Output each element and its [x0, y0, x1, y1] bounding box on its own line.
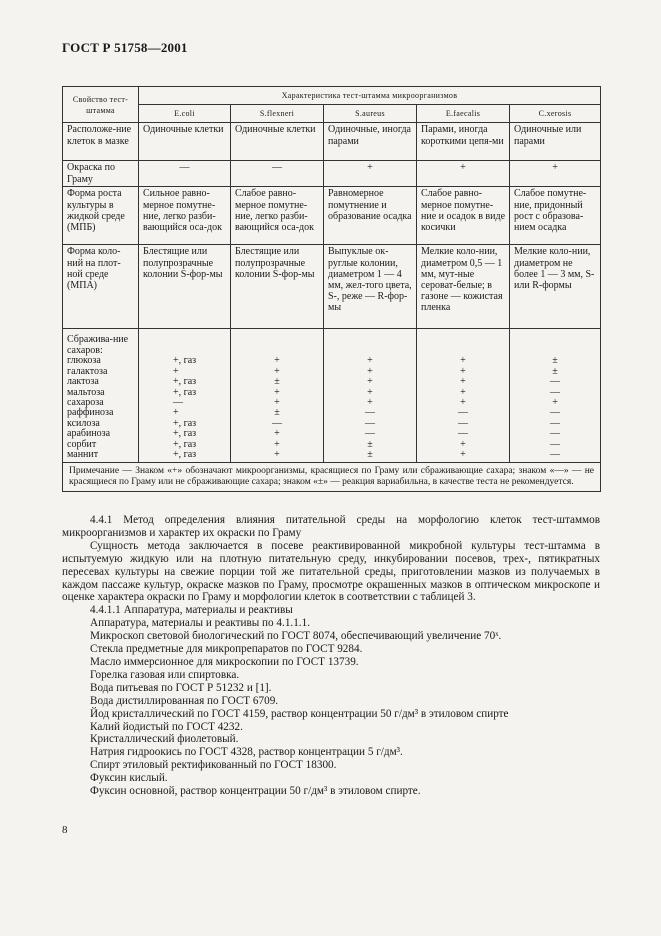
sugar-value: +	[173, 365, 179, 377]
sugar-value: ±	[274, 376, 280, 388]
list-item: Вода дистиллированная по ГОСТ 6709.	[90, 694, 279, 707]
table-note: Примечание — Знаком «+» обозначают микроорганизмы, красящиеся по Граму или сбраживающие сахара; знаком «—» — не красящиеся по Граму или не сбраживающие сахара; знаком «±» — реакция вариабильна, в качестве теста не рекомендуется.	[63, 463, 601, 492]
sugar-value: —	[458, 417, 468, 429]
section-heading: 4.4.1 Метод определения влияния питательной среды на морфологию клеток тест-штаммов микроорганизмов и характер их окраски по Граму	[62, 514, 600, 539]
paragraph: Сущность метода заключается в посеве реактивированной микробной культуры тест-штамма в испытуемую жидкую или на плотную питательную среду, инкубировании посевов, трех-, пятикратных пересевах культуры на свежие порции той же питательной среды, приготовлении мазков из получаемых в каждом пассаже культур, окраске мазков по Граму, просмотре окрашенных мазков в оптическом микроскопе и оценке характера окраски по Граму и морфологии клеток в соответствии с таблицей 3.	[62, 539, 600, 604]
table-row	[63, 161, 601, 187]
page-header: ГОСТ Р 51758—2001	[62, 40, 188, 55]
sugar-name: ксилоза	[67, 417, 100, 429]
sugar-value: +, газ	[173, 438, 197, 450]
sugar-value: —	[550, 438, 560, 450]
table-row	[63, 245, 601, 329]
sugar-value: +	[274, 386, 280, 398]
page-number: 8	[62, 824, 68, 836]
sugar-value: —	[550, 386, 560, 398]
strain-group-header: Характеристика тест-штамма микроорганизмов	[139, 87, 601, 105]
strain-header: E.coli	[139, 105, 231, 123]
sugar-value: +	[460, 396, 466, 408]
list-item: Горелка газовая или спиртовка.	[90, 668, 240, 681]
sugar-value: +	[274, 428, 280, 440]
list-item: Калий йодистый по ГОСТ 4232.	[90, 720, 243, 733]
sugar-value: —	[365, 428, 375, 440]
sugar-values-sflexneri	[231, 329, 324, 463]
sugar-value: +	[274, 448, 280, 460]
sugar-name: сахароза	[67, 396, 104, 408]
sugar-value: —	[550, 376, 560, 388]
strain-header: C.xerosis	[510, 105, 601, 123]
sugar-value: —	[365, 407, 375, 419]
table-row	[63, 123, 601, 161]
list-item: Масло иммерсионное для микроскопии по ГОСТ 13739.	[90, 655, 359, 668]
sugar-value: +	[367, 386, 373, 398]
sugar-value: —	[550, 448, 560, 460]
sugar-value: +	[274, 365, 280, 377]
sugar-value: +	[367, 376, 373, 388]
sugar-name-list	[67, 356, 134, 460]
sugar-value: +	[460, 365, 466, 377]
sugar-value: ±	[367, 438, 373, 450]
list-item: Стекла предметные для микропрепаратов по ГОСТ 9284.	[90, 643, 363, 656]
sugar-values-saureus	[324, 329, 417, 463]
table-cell: Слабое равно-мерное помутне-ние, легко разби-вающийся оса-док	[231, 187, 324, 245]
list-item: Аппаратура, материалы и реактивы по 4.1.1.1.	[90, 617, 310, 630]
table-cell: Одиночные или парами	[510, 123, 601, 161]
table-cell: Сильное равно-мерное помутне-ние, легко разби-вающийся оса-док	[139, 187, 231, 245]
table-cell: Равномерное помутнение и образование осадка	[324, 187, 417, 245]
sugar-value: ±	[274, 407, 280, 419]
sugar-name: галактоза	[67, 365, 108, 377]
row-label: Окраска по Граму	[63, 161, 139, 187]
sugars-title: Сбражива-ние сахаров:	[67, 334, 129, 357]
sugar-fermentation-label	[63, 329, 139, 463]
sugar-name: раффиноза	[67, 407, 114, 419]
table-row	[63, 187, 601, 245]
sugar-value: —	[458, 407, 468, 419]
sugar-value: +	[552, 396, 558, 408]
strain-header: S.aureus	[324, 105, 417, 123]
row-label: Форма коло-ний на плот-ной среде (МПА)	[63, 245, 139, 329]
sugar-value: —	[550, 417, 560, 429]
table-row	[63, 329, 601, 463]
list-item: Спирт этиловый ректификованный по ГОСТ 18300.	[90, 759, 337, 772]
sugar-value: +	[460, 438, 466, 450]
sugar-value: —	[550, 428, 560, 440]
table-cell: Мелкие коло-нии, диаметром 0,5 — 1 мм, мут-ные сероват-белые; в газоне — кожистая пленка	[417, 245, 510, 329]
sugar-name: глюкоза	[67, 355, 101, 367]
list-item: Фуксин основной, раствор концентрации 50 г/дм³ в этиловом спирте.	[90, 785, 421, 798]
sugar-name: мальтоза	[67, 386, 105, 398]
table-cell: +	[417, 161, 510, 187]
list-item: Натрия гидроокись по ГОСТ 4328, раствор концентрации 5 г/дм³.	[90, 746, 403, 759]
table-cell: Слабое равно-мерное помутне-ние и осадок в виде косички	[417, 187, 510, 245]
table-cell: Мелкие коло-нии, диаметром не более 1 — 3 мм, S- или R-формы	[510, 245, 601, 329]
sugar-value: —	[365, 417, 375, 429]
sugar-values-efaecalis	[417, 329, 510, 463]
sugar-values-cxerosis	[510, 329, 601, 463]
strain-characteristics-table	[62, 86, 601, 492]
sugar-value: +	[460, 376, 466, 388]
list-item: Микроскоп световой биологический по ГОСТ 8074, обеспечивающий увеличение 70ˣ.	[90, 630, 502, 643]
list-item: Кристаллический фиолетовый.	[90, 733, 239, 746]
sugar-value: +	[460, 448, 466, 460]
row-label: Расположе-ние клеток в мазке	[63, 123, 139, 161]
sugar-value: ±	[552, 355, 558, 367]
table-cell: Слабое помутне-ние, придонный рост с образова-нием осадка	[510, 187, 601, 245]
sugar-value: +	[460, 386, 466, 398]
list-item: Йод кристаллический по ГОСТ 4159, раствор концентрации 50 г/дм³ в этиловом спирте	[90, 707, 509, 720]
sugar-value: —	[458, 428, 468, 440]
row-label: Форма роста культуры в жидкой среде (МПБ)	[63, 187, 139, 245]
table-cell: Одиночные клетки	[139, 123, 231, 161]
sugar-values-ecoli	[139, 329, 231, 463]
sugar-value: +, газ	[173, 448, 197, 460]
sugar-name: арабиноза	[67, 428, 111, 440]
sugar-value: +	[460, 355, 466, 367]
table-cell: Выпуклые ок-руглые колонии, диаметром 1 — 4 мм, жел-того цвета, S-, реже — R-фор-мы	[324, 245, 417, 329]
strain-header: E.faecalis	[417, 105, 510, 123]
property-column-header: Свойство тест-штамма	[63, 87, 139, 123]
sugar-value: +, газ	[173, 417, 197, 429]
table-cell: —	[139, 161, 231, 187]
sugar-value: +, газ	[173, 355, 197, 367]
sugar-value: +, газ	[173, 428, 197, 440]
sugar-value: —	[272, 417, 282, 429]
list-item: Вода питьевая по ГОСТ Р 51232 и [1].	[90, 681, 272, 694]
sugar-value: +	[274, 438, 280, 450]
table-cell: +	[510, 161, 601, 187]
strain-header: S.flexneri	[231, 105, 324, 123]
sugar-value: —	[173, 396, 183, 408]
table-cell: —	[231, 161, 324, 187]
sugar-value: —	[550, 407, 560, 419]
sugar-value: +	[274, 396, 280, 408]
sugar-value: +, газ	[173, 376, 197, 388]
sugar-name: сорбит	[67, 438, 97, 450]
table-note-row	[63, 463, 601, 492]
sugar-value: ±	[552, 365, 558, 377]
table-cell: Блестящие или полупрозрачные колонии S-фор-мы	[139, 245, 231, 329]
table-cell: Блестящие или полупрозрачные колонии S-фор-мы	[231, 245, 324, 329]
sugar-value: +, газ	[173, 386, 197, 398]
list-item: Фуксин кислый.	[90, 772, 168, 785]
sugar-name: лактоза	[67, 376, 99, 388]
sugar-value: +	[367, 396, 373, 408]
sugar-value: +	[274, 355, 280, 367]
table-cell: Одиночные, иногда парами	[324, 123, 417, 161]
section-text	[62, 514, 600, 798]
table-cell: Парами, иногда короткими цепя-ми	[417, 123, 510, 161]
table-cell: Одиночные клетки	[231, 123, 324, 161]
subsection-heading: 4.4.1.1 Аппаратура, материалы и реактивы	[90, 604, 293, 617]
sugar-value: +	[367, 355, 373, 367]
sugar-value: ±	[367, 448, 373, 460]
sugar-value: +	[367, 365, 373, 377]
sugar-value: +	[173, 407, 179, 419]
table-cell: +	[324, 161, 417, 187]
sugar-name: маннит	[67, 448, 99, 460]
